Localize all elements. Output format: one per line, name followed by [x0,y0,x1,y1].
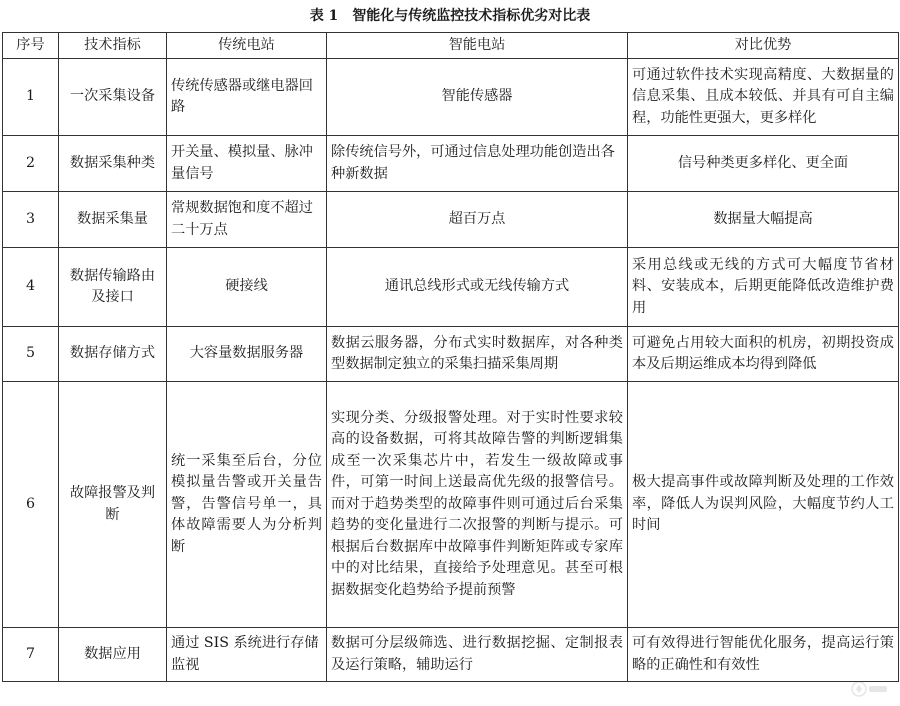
cell-advantage: 信号种类更多样化、更全面 [628,136,899,192]
comparison-table [2,32,899,682]
cell-smart: 智能传感器 [327,59,628,136]
table-title: 智能化与传统监控技术指标优劣对比表 [352,8,591,24]
cell-advantage: 采用总线或无线的方式可大幅度节省材料、安装成本，后期更能降低改造维护费用 [628,248,899,327]
table-caption [0,4,900,28]
cell-indicator: 数据传输路由及接口 [59,248,167,327]
cell-advantage: 极大提高事件或故障判断及处理的工作效率，降低人为误判风险，大幅度节约人工时间 [628,382,899,628]
cell-indicator: 数据应用 [59,628,167,682]
cell-index: 3 [3,192,59,248]
table-row [3,327,899,382]
cell-indicator: 故障报警及判断 [59,382,167,628]
cell-index: 6 [3,382,59,628]
cell-indicator: 数据采集种类 [59,136,167,192]
cell-traditional: 传统传感器或继电器回路 [167,59,327,136]
header-cell-indicator: 技术指标 [59,33,167,59]
cell-index: 1 [3,59,59,136]
table-row [3,628,899,682]
cell-indicator: 数据采集量 [59,192,167,248]
header-cell-index: 序号 [3,33,59,59]
cell-smart: 除传统信号外，可通过信息处理功能创造出各种新数据 [327,136,628,192]
cell-index: 5 [3,327,59,382]
cell-indicator: 一次采集设备 [59,59,167,136]
cell-traditional: 硬接线 [167,248,327,327]
cell-smart: 通讯总线形式或无线传输方式 [327,248,628,327]
header-cell-advantage: 对比优势 [628,33,899,59]
cell-smart: 实现分类、分级报警处理。对于实时性要求较高的设备数据，可将其故障告警的判断逻辑集成至一次采集芯片中，若发生一级故障或事件，可第一时间上送最高优先级的报警信号。而对于趋势类型的故障事件则可通过后台采集趋势的变化量进行二次报警的判断与提示。可根据后台数据库中故障事件判断矩阵或专家库中的对比结果，直接给予处理意见。甚至可根据数据变化趋势给予提前预警 [327,382,628,628]
header-row [3,33,899,59]
cell-index: 7 [3,628,59,682]
cell-smart: 超百万点 [327,192,628,248]
table-number: 表 1 [309,8,339,24]
cell-advantage: 可避免占用较大面积的机房，初期投资成本及后期运维成本均得到降低 [628,327,899,382]
watermark-logo-icon [850,678,890,700]
cell-traditional: 开关量、模拟量、脉冲量信号 [167,136,327,192]
cell-advantage: 数据量大幅提高 [628,192,899,248]
cell-smart: 数据可分层级筛选、进行数据挖掘、定制报表及运行策略，辅助运行 [327,628,628,682]
table-row [3,192,899,248]
cell-smart: 数据云服务器，分布式实时数据库，对各种类型数据制定独立的采集扫描采集周期 [327,327,628,382]
cell-index: 4 [3,248,59,327]
cell-advantage: 可有效得进行智能优化服务，提高运行策略的正确性和有效性 [628,628,899,682]
table-row [3,59,899,136]
cell-index: 2 [3,136,59,192]
table-row [3,136,899,192]
header-cell-traditional: 传统电站 [167,33,327,59]
cell-traditional: 通过 SIS 系统进行存储监视 [167,628,327,682]
cell-traditional: 大容量数据服务器 [167,327,327,382]
cell-advantage: 可通过软件技术实现高精度、大数据量的信息采集、且成本较低、并具有可自主编程，功能性更强大，更多样化 [628,59,899,136]
cell-traditional: 常规数据饱和度不超过二十万点 [167,192,327,248]
header-cell-smart: 智能电站 [327,33,628,59]
table-row [3,382,899,628]
cell-indicator: 数据存储方式 [59,327,167,382]
cell-traditional: 统一采集至后台，分位模拟量告警或开关量告警，告警信号单一，具体故障需要人为分析判断 [167,382,327,628]
table-row [3,248,899,327]
